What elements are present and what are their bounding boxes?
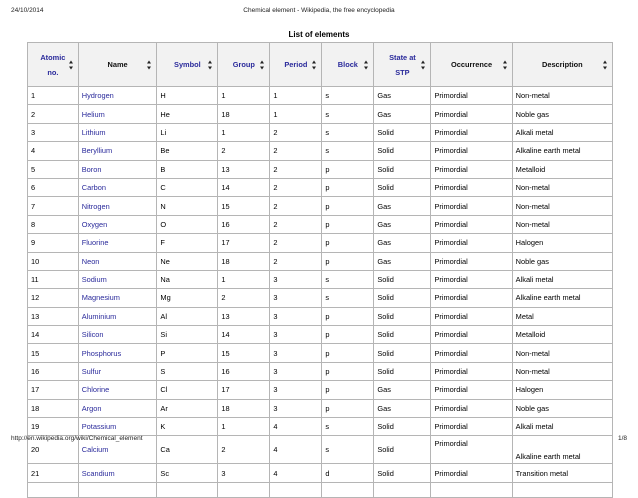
column-header-label: Occurrence (451, 60, 493, 69)
cell-no: 12 (28, 289, 79, 307)
cell-occurrence: Primordial (431, 307, 512, 325)
cell-block: p (322, 362, 374, 380)
cell-state: Solid (374, 289, 431, 307)
print-url: http://en.wikipedia.org/wiki/Chemical_element (11, 435, 143, 442)
cell-occurrence: Primordial (431, 252, 512, 270)
table-row (28, 252, 613, 270)
table-row (28, 464, 613, 482)
table-row (28, 270, 613, 288)
element-link[interactable]: Boron (78, 160, 157, 178)
cell-block: d (322, 464, 374, 482)
cell-description: Alkali metal (512, 270, 612, 288)
cell-description: Non-metal (512, 87, 612, 105)
column-header-label: Atomic no. (40, 52, 66, 77)
cell-symbol: O (157, 215, 218, 233)
cell-state: Gas (374, 381, 431, 399)
element-link[interactable]: Aluminium (78, 307, 157, 325)
cell-block: s (322, 87, 374, 105)
element-link[interactable]: Chlorine (78, 381, 157, 399)
cell-symbol: K (157, 418, 218, 436)
cell-no: 13 (28, 307, 79, 325)
cell-state: Solid (374, 436, 431, 464)
cell-group: 1 (218, 270, 270, 288)
column-header-name[interactable] (78, 43, 157, 87)
cell-state: Gas (374, 252, 431, 270)
table-row (28, 142, 613, 160)
cell-state: Solid (374, 418, 431, 436)
table-row (28, 197, 613, 215)
table-row (28, 362, 613, 380)
table-row (28, 289, 613, 307)
cell-no: 18 (28, 399, 79, 417)
cell-no: 19 (28, 418, 79, 436)
cell-period: 4 (270, 464, 322, 482)
cell-block: s (322, 289, 374, 307)
column-header-occurrence[interactable] (431, 43, 512, 87)
element-link[interactable]: Helium (78, 105, 157, 123)
cell-description: Transition metal (512, 464, 612, 482)
cell-symbol: Ne (157, 252, 218, 270)
cell-symbol: S (157, 362, 218, 380)
cell-state: Solid (374, 123, 431, 141)
cell-no: 10 (28, 252, 79, 270)
element-link[interactable]: Lithium (78, 123, 157, 141)
cell-state: Solid (374, 344, 431, 362)
element-link[interactable]: Carbon (78, 178, 157, 196)
cell-block (322, 482, 374, 497)
cell-block: p (322, 307, 374, 325)
table-row (28, 160, 613, 178)
cell-description: Halogen (512, 381, 612, 399)
cell-period (270, 482, 322, 497)
cell-period: 3 (270, 307, 322, 325)
print-page-title: Chemical element - Wikipedia, the free encyclopedia (243, 7, 395, 14)
cell-state: Gas (374, 197, 431, 215)
cell-block: p (322, 381, 374, 399)
element-link[interactable]: Nitrogen (78, 197, 157, 215)
element-link[interactable]: Potassium (78, 418, 157, 436)
cell-no: 7 (28, 197, 79, 215)
table-row (28, 344, 613, 362)
cell-group: 1 (218, 87, 270, 105)
cell-state: Solid (374, 362, 431, 380)
element-link[interactable]: Calcium (78, 436, 157, 464)
column-header-label: Block (337, 60, 358, 69)
cell-occurrence: Primordial (431, 142, 512, 160)
cell-period: 3 (270, 289, 322, 307)
cell-occurrence: Primordial (431, 123, 512, 141)
cell-symbol: Cl (157, 381, 218, 399)
table-row (28, 215, 613, 233)
cell-period: 4 (270, 418, 322, 436)
cell-state (374, 482, 431, 497)
element-link[interactable]: Scandium (78, 464, 157, 482)
cell-description: Metalloid (512, 326, 612, 344)
table-caption: List of elements (288, 30, 350, 39)
cell-group: 14 (218, 326, 270, 344)
cell-description: Metalloid (512, 160, 612, 178)
cell-occurrence: Primordial (431, 234, 512, 252)
cell-no: 15 (28, 344, 79, 362)
print-header (11, 7, 627, 17)
cell-group: 15 (218, 344, 270, 362)
cell-block: s (322, 123, 374, 141)
column-header-state[interactable] (374, 43, 431, 87)
cell-description: Alkali metal (512, 418, 612, 436)
cell-period: 1 (270, 87, 322, 105)
cell-symbol: P (157, 344, 218, 362)
table-row (28, 418, 613, 436)
cell-block: p (322, 326, 374, 344)
element-link[interactable]: Sodium (78, 270, 157, 288)
cell-block: p (322, 252, 374, 270)
cell-group: 2 (218, 436, 270, 464)
cell-occurrence: Primordial (431, 160, 512, 178)
cell-symbol (157, 482, 218, 497)
cell-description: Alkaline earth metal (512, 436, 612, 464)
cell-occurrence: Primordial (431, 87, 512, 105)
cell-block: s (322, 270, 374, 288)
cell-group: 18 (218, 105, 270, 123)
cell-state: Solid (374, 178, 431, 196)
cell-symbol: Mg (157, 289, 218, 307)
cell-symbol: He (157, 105, 218, 123)
cell-block: s (322, 142, 374, 160)
cell-symbol: Ca (157, 436, 218, 464)
cell-period: 3 (270, 326, 322, 344)
sort-arrows-icon[interactable] (603, 60, 608, 69)
cell-occurrence: Primordial (431, 197, 512, 215)
cell-state: Solid (374, 142, 431, 160)
cell-group: 3 (218, 464, 270, 482)
cell-description: Non-metal (512, 197, 612, 215)
cell-period: 3 (270, 344, 322, 362)
column-header-label: State at STP (389, 52, 416, 77)
cell-no: 8 (28, 215, 79, 233)
cell-period: 2 (270, 252, 322, 270)
table-row (28, 105, 613, 123)
cell-occurrence: Primordial (431, 399, 512, 417)
cell-block: p (322, 234, 374, 252)
sort-arrows-icon[interactable] (503, 60, 508, 69)
element-link[interactable]: Neon (78, 252, 157, 270)
cell-symbol: C (157, 178, 218, 196)
cell-no: 5 (28, 160, 79, 178)
cell-occurrence: Primordial (431, 362, 512, 380)
cell-occurrence: Primordial (431, 418, 512, 436)
table-row (28, 482, 613, 497)
cell-description: Non-metal (512, 362, 612, 380)
cell-period: 4 (270, 436, 322, 464)
element-link[interactable]: Phosphorus (78, 344, 157, 362)
cell-group: 13 (218, 160, 270, 178)
cell-symbol: B (157, 160, 218, 178)
cell-no: 4 (28, 142, 79, 160)
cell-symbol: F (157, 234, 218, 252)
cell-no: 14 (28, 326, 79, 344)
cell-description: Halogen (512, 234, 612, 252)
column-header-label: Period (284, 60, 308, 69)
column-header-period[interactable] (270, 43, 322, 87)
cell-occurrence (431, 482, 512, 497)
cell-occurrence: Primordial (431, 178, 512, 196)
cell-period: 3 (270, 270, 322, 288)
cell-group: 2 (218, 142, 270, 160)
cell-state: Gas (374, 215, 431, 233)
sort-arrows-icon[interactable] (364, 60, 369, 69)
column-header-atomic-no[interactable] (28, 43, 79, 87)
table-header-row (28, 43, 613, 87)
cell-occurrence: Primordial (431, 464, 512, 482)
cell-occurrence: Primordial (431, 215, 512, 233)
cell-no: 3 (28, 123, 79, 141)
cell-block: p (322, 197, 374, 215)
table-row (28, 307, 613, 325)
table-row (28, 178, 613, 196)
cell-symbol: H (157, 87, 218, 105)
cell-occurrence: Primordial (431, 326, 512, 344)
element-link[interactable]: Sulfur (78, 362, 157, 380)
cell-occurrence: Primordial (431, 436, 512, 464)
cell-no: 2 (28, 105, 79, 123)
element-link[interactable]: Argon (78, 399, 157, 417)
cell-symbol: N (157, 197, 218, 215)
cell-occurrence: Primordial (431, 289, 512, 307)
cell-block: s (322, 436, 374, 464)
cell-group: 1 (218, 418, 270, 436)
table-row (28, 87, 613, 105)
cell-description: Noble gas (512, 399, 612, 417)
element-link[interactable]: Hydrogen (78, 87, 157, 105)
cell-no: 20 (28, 436, 79, 464)
cell-no: 1 (28, 87, 79, 105)
cell-state: Gas (374, 234, 431, 252)
table-row (28, 399, 613, 417)
cell-symbol: Si (157, 326, 218, 344)
cell-symbol: Sc (157, 464, 218, 482)
cell-description: Alkali metal (512, 123, 612, 141)
cell-symbol: Li (157, 123, 218, 141)
elements-table (27, 42, 613, 498)
cell-no: 21 (28, 464, 79, 482)
cell-group: 18 (218, 399, 270, 417)
cell-symbol: Be (157, 142, 218, 160)
cell-state: Gas (374, 87, 431, 105)
cell-occurrence: Primordial (431, 344, 512, 362)
sort-arrows-icon[interactable] (260, 60, 265, 69)
column-header-label: Description (542, 60, 583, 69)
print-footer (11, 435, 627, 445)
element-link[interactable] (78, 482, 157, 497)
cell-period: 2 (270, 142, 322, 160)
cell-symbol: Al (157, 307, 218, 325)
cell-state: Solid (374, 307, 431, 325)
cell-group: 17 (218, 381, 270, 399)
element-link[interactable]: Silicon (78, 326, 157, 344)
cell-group: 2 (218, 289, 270, 307)
sort-arrows-icon[interactable] (421, 60, 426, 69)
table-row (28, 123, 613, 141)
cell-period: 2 (270, 160, 322, 178)
cell-block: s (322, 418, 374, 436)
cell-period: 2 (270, 178, 322, 196)
cell-block: p (322, 160, 374, 178)
cell-no (28, 482, 79, 497)
cell-description: Non-metal (512, 215, 612, 233)
cell-period: 2 (270, 123, 322, 141)
column-header-description[interactable] (512, 43, 612, 87)
element-link[interactable]: Magnesium (78, 289, 157, 307)
cell-block: p (322, 344, 374, 362)
cell-group: 1 (218, 123, 270, 141)
cell-period: 1 (270, 105, 322, 123)
cell-no: 6 (28, 178, 79, 196)
cell-description: Non-metal (512, 344, 612, 362)
cell-state: Solid (374, 270, 431, 288)
cell-group: 16 (218, 215, 270, 233)
cell-block: p (322, 215, 374, 233)
cell-group: 15 (218, 197, 270, 215)
cell-no: 17 (28, 381, 79, 399)
cell-block: p (322, 178, 374, 196)
sort-arrows-icon[interactable] (69, 60, 74, 69)
cell-period: 3 (270, 362, 322, 380)
cell-symbol: Ar (157, 399, 218, 417)
cell-state: Solid (374, 464, 431, 482)
cell-description: Noble gas (512, 252, 612, 270)
cell-occurrence: Primordial (431, 105, 512, 123)
cell-description: Noble gas (512, 105, 612, 123)
table-row (28, 381, 613, 399)
cell-occurrence: Primordial (431, 270, 512, 288)
sort-arrows-icon[interactable] (312, 60, 317, 69)
cell-group (218, 482, 270, 497)
column-header-symbol[interactable] (157, 43, 218, 87)
column-header-label: Group (232, 60, 255, 69)
cell-group: 13 (218, 307, 270, 325)
cell-state: Gas (374, 105, 431, 123)
column-header-block[interactable] (322, 43, 374, 87)
table-row (28, 234, 613, 252)
table-row (28, 326, 613, 344)
column-header-label: Name (107, 60, 128, 69)
column-header-label: Symbol (174, 60, 201, 69)
page-number: 1/8 (617, 435, 627, 442)
cell-period: 2 (270, 234, 322, 252)
cell-description: Metal (512, 307, 612, 325)
cell-group: 16 (218, 362, 270, 380)
column-header-group[interactable] (218, 43, 270, 87)
element-link[interactable]: Beryllium (78, 142, 157, 160)
cell-state: Gas (374, 399, 431, 417)
cell-no: 16 (28, 362, 79, 380)
cell-period: 2 (270, 197, 322, 215)
cell-group: 14 (218, 178, 270, 196)
cell-state: Solid (374, 160, 431, 178)
cell-description (512, 482, 612, 497)
cell-no: 11 (28, 270, 79, 288)
element-link[interactable]: Fluorine (78, 234, 157, 252)
sort-arrows-icon[interactable] (147, 60, 152, 69)
cell-no: 9 (28, 234, 79, 252)
cell-occurrence: Primordial (431, 381, 512, 399)
cell-state: Solid (374, 326, 431, 344)
cell-group: 17 (218, 234, 270, 252)
cell-period: 2 (270, 215, 322, 233)
print-date: 24/10/2014 (11, 7, 44, 14)
cell-block: s (322, 105, 374, 123)
cell-symbol: Na (157, 270, 218, 288)
cell-description: Alkaline earth metal (512, 142, 612, 160)
cell-description: Non-metal (512, 178, 612, 196)
cell-period: 3 (270, 399, 322, 417)
cell-description: Alkaline earth metal (512, 289, 612, 307)
cell-period: 3 (270, 381, 322, 399)
sort-arrows-icon[interactable] (208, 60, 213, 69)
cell-group: 18 (218, 252, 270, 270)
element-link[interactable]: Oxygen (78, 215, 157, 233)
cell-block: p (322, 399, 374, 417)
